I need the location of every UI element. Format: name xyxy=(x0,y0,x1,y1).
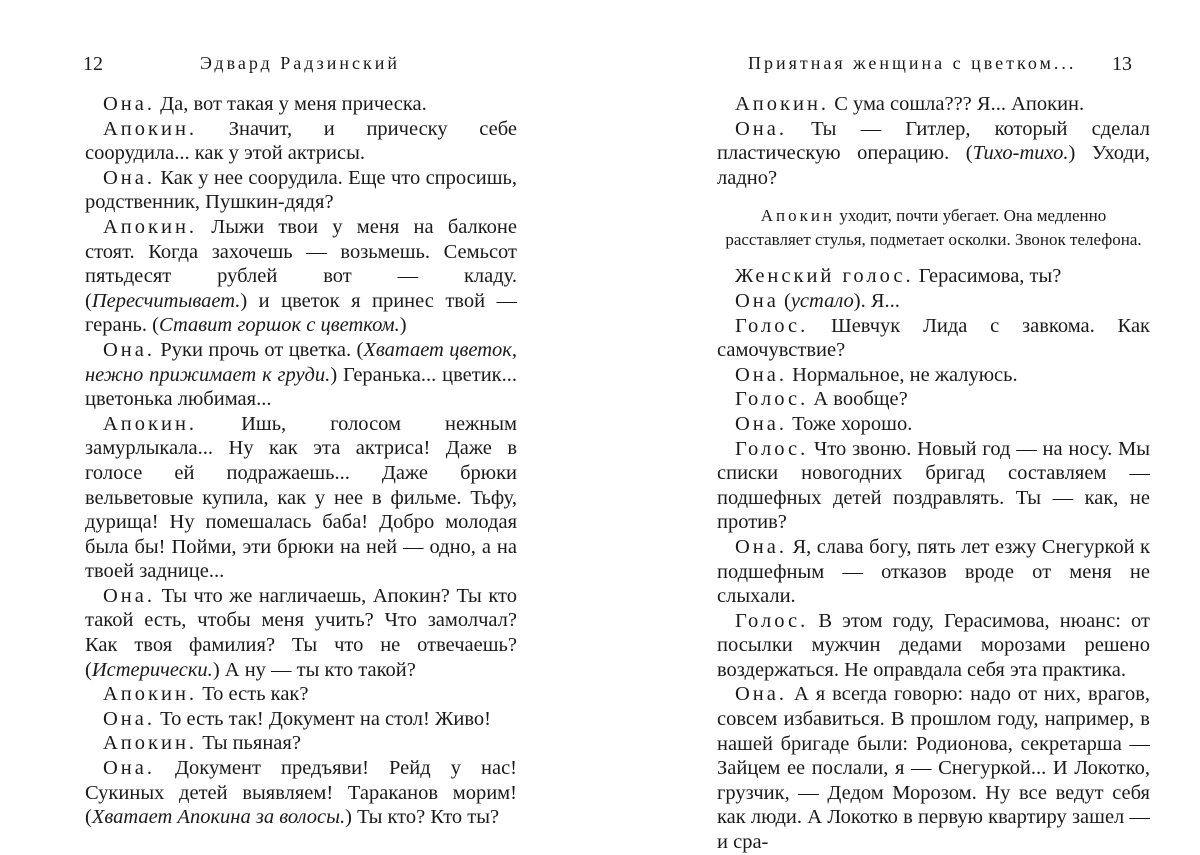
running-head-text: Эдвард Радзинский xyxy=(200,53,401,73)
text-column xyxy=(85,92,517,830)
speaker: Апокин. xyxy=(103,683,198,706)
speech: ) Ты кто? Кто ты? xyxy=(345,806,500,829)
speech: А я всегда говорю: надо от них, врагов, совсем избавиться. В прошлом году, например, в нашей бригаде были: Родионова, секретарша — Зайцем ее послали, я — Снегуркой... И Локотко, грузчик, — Дедом Морозом. Ну все ведут себя как люди. А Локотко в первую квартиру зашел — и сра- xyxy=(717,683,1150,854)
paragraph xyxy=(85,731,517,756)
speaker: Голос. xyxy=(735,314,809,337)
running-head xyxy=(200,53,400,75)
speech: ( xyxy=(778,289,791,312)
paragraph xyxy=(717,92,1150,117)
speech: Ишь, голосом нежным замурлыкала... Ну как эта актриса! Даже в голосе ей подражаешь... Даже брюки вельветовые купила, как у нее в фильме. Тьфу, дурища! Ну помешалась баба! Добро молодая была бы! Пойми, эти брюки на ней — одно, а на твоей заднице... xyxy=(85,412,517,583)
speech: ) и цветок я принес твой — герань. ( xyxy=(85,289,517,337)
speaker: Она xyxy=(735,289,779,312)
speaker: Апокин. xyxy=(103,215,198,238)
speaker: Апокин. xyxy=(103,412,198,435)
paragraph xyxy=(717,314,1150,363)
speech: В этом году, Герасимова, нюанс: от посылки мужчин дедами морозами решено воздержаться. Не оправдала себя эта практика. xyxy=(717,609,1150,681)
right-page xyxy=(600,0,1200,854)
stage-remark: Пересчитывает. xyxy=(91,289,241,312)
paragraph xyxy=(85,166,517,215)
speaker: Апокин. xyxy=(103,117,198,140)
speech: Что звоню. Новый год — на носу. Мы списки новогодних бригад составляем — подшефных детей поздравлять. Ты — как, не против? xyxy=(717,437,1150,534)
speech: ) А ну — ты кто такой? xyxy=(212,658,416,681)
paragraph xyxy=(717,387,1150,412)
paragraph xyxy=(717,609,1150,683)
speaker: Апокин. xyxy=(103,732,198,755)
paragraph xyxy=(717,117,1150,191)
speech: Да, вот такая у меня прическа. xyxy=(155,93,427,115)
paragraph xyxy=(85,117,517,166)
speaker: Апокин. xyxy=(735,93,830,115)
speech: Шевчук Лида с завкома. Как самочувствие? xyxy=(717,314,1150,362)
running-head xyxy=(748,53,1076,75)
paragraph xyxy=(85,92,517,117)
paragraph xyxy=(717,412,1150,437)
stage-remark: Ставит горшок с цветком. xyxy=(158,314,400,337)
speaker: Голос. xyxy=(735,388,809,411)
paragraph xyxy=(717,363,1150,388)
speaker: Она. xyxy=(735,363,787,386)
text-column xyxy=(717,92,1150,855)
speaker: Она. xyxy=(735,683,787,706)
stage-direction xyxy=(717,204,1150,252)
stage-remark: Хватает цветок, нежно прижимает к груди. xyxy=(85,338,517,386)
speech: Герасимова, ты? xyxy=(913,265,1062,288)
speech: Тоже хорошо. xyxy=(787,412,913,435)
speech: ) Уходи, ладно? xyxy=(717,142,1150,189)
speech: ). Я... xyxy=(853,289,900,312)
paragraph xyxy=(85,707,517,732)
speech: ) xyxy=(399,314,407,337)
speaker: Она. xyxy=(103,707,155,730)
paragraph xyxy=(717,264,1150,289)
stage-remark: Тихо-тихо. xyxy=(972,142,1069,165)
running-head-text: Приятная женщина с цветком... xyxy=(748,53,1077,73)
page-number: 13 xyxy=(1112,53,1132,75)
speaker: Апокин xyxy=(760,206,836,226)
speaker: Она. xyxy=(103,584,155,607)
speaker: Голос. xyxy=(735,609,809,632)
speech: Я, слава богу, пять лет езжу Снегуркой к подшефным — отказов вроде от меня не слыхали. xyxy=(717,535,1150,608)
speech: Как у нее соорудила. Еще что спросишь, родственник, Пушкин-дядя? xyxy=(85,166,517,214)
speaker: Она. xyxy=(103,338,155,361)
speaker: Она. xyxy=(103,166,155,189)
speech: Значит, и прическу себе соорудила... как у этой актрисы. xyxy=(85,117,517,165)
speech: Документ предъяви! Рейд у нас! Сукиных детей выявляем! Тараканов морим! ( xyxy=(85,757,517,829)
stage-direction-text: уходит, почти убегает. Она медленно расставляет стулья, подметает осколки. Звонок телефона. xyxy=(725,206,1142,250)
paragraph xyxy=(717,289,1150,314)
speech: Ты пьяная? xyxy=(197,732,301,755)
speaker: Голос. xyxy=(735,437,809,460)
speech: То есть так! Документ на стол! Живо! xyxy=(155,707,491,730)
paragraph xyxy=(85,756,517,830)
speech: Ты что же нагличаешь, Апокин? Ты кто такой есть, чтобы меня учить? Что замолчал? Как твоя фамилия? Ты что не отвечаешь? ( xyxy=(85,584,517,681)
speaker: Она. xyxy=(735,117,787,140)
paragraph xyxy=(85,584,517,682)
speech: А вообще? xyxy=(808,388,908,411)
paragraph xyxy=(717,437,1150,535)
speaker: Она. xyxy=(103,757,155,780)
paragraph xyxy=(85,215,517,338)
paragraph xyxy=(717,682,1150,854)
paragraph xyxy=(85,338,517,412)
paragraph xyxy=(85,412,517,584)
speech: Ты — Гитлер, который сделал пластическую операцию. ( xyxy=(717,117,1150,165)
left-page xyxy=(0,0,600,838)
speech: Лыжи твои у меня на балконе стоят. Когда захочешь — возьмешь. Семьсот пятьдесят рублей вот — кладу. ( xyxy=(85,215,517,312)
speech: Руки прочь от цветка. ( xyxy=(155,338,364,361)
speaker: Женский голос. xyxy=(735,265,914,288)
speaker: Она. xyxy=(735,535,787,558)
stage-remark: устало xyxy=(790,289,854,312)
paragraph xyxy=(85,682,517,707)
paragraph xyxy=(717,535,1150,609)
stage-remark: Хватает Апокина за волосы. xyxy=(91,806,346,829)
stage-remark: Истерически. xyxy=(91,658,213,681)
speech: То есть как? xyxy=(197,683,309,706)
speech: С ума сошла??? Я... Апокин. xyxy=(829,93,1085,115)
speech: ) Геранька... цветик... цветонька любимая... xyxy=(85,363,517,411)
speaker: Она. xyxy=(735,412,787,435)
speech: Нормальное, не жалуюсь. xyxy=(787,363,1018,386)
page-number: 12 xyxy=(83,53,103,75)
speaker: Она. xyxy=(103,93,155,115)
